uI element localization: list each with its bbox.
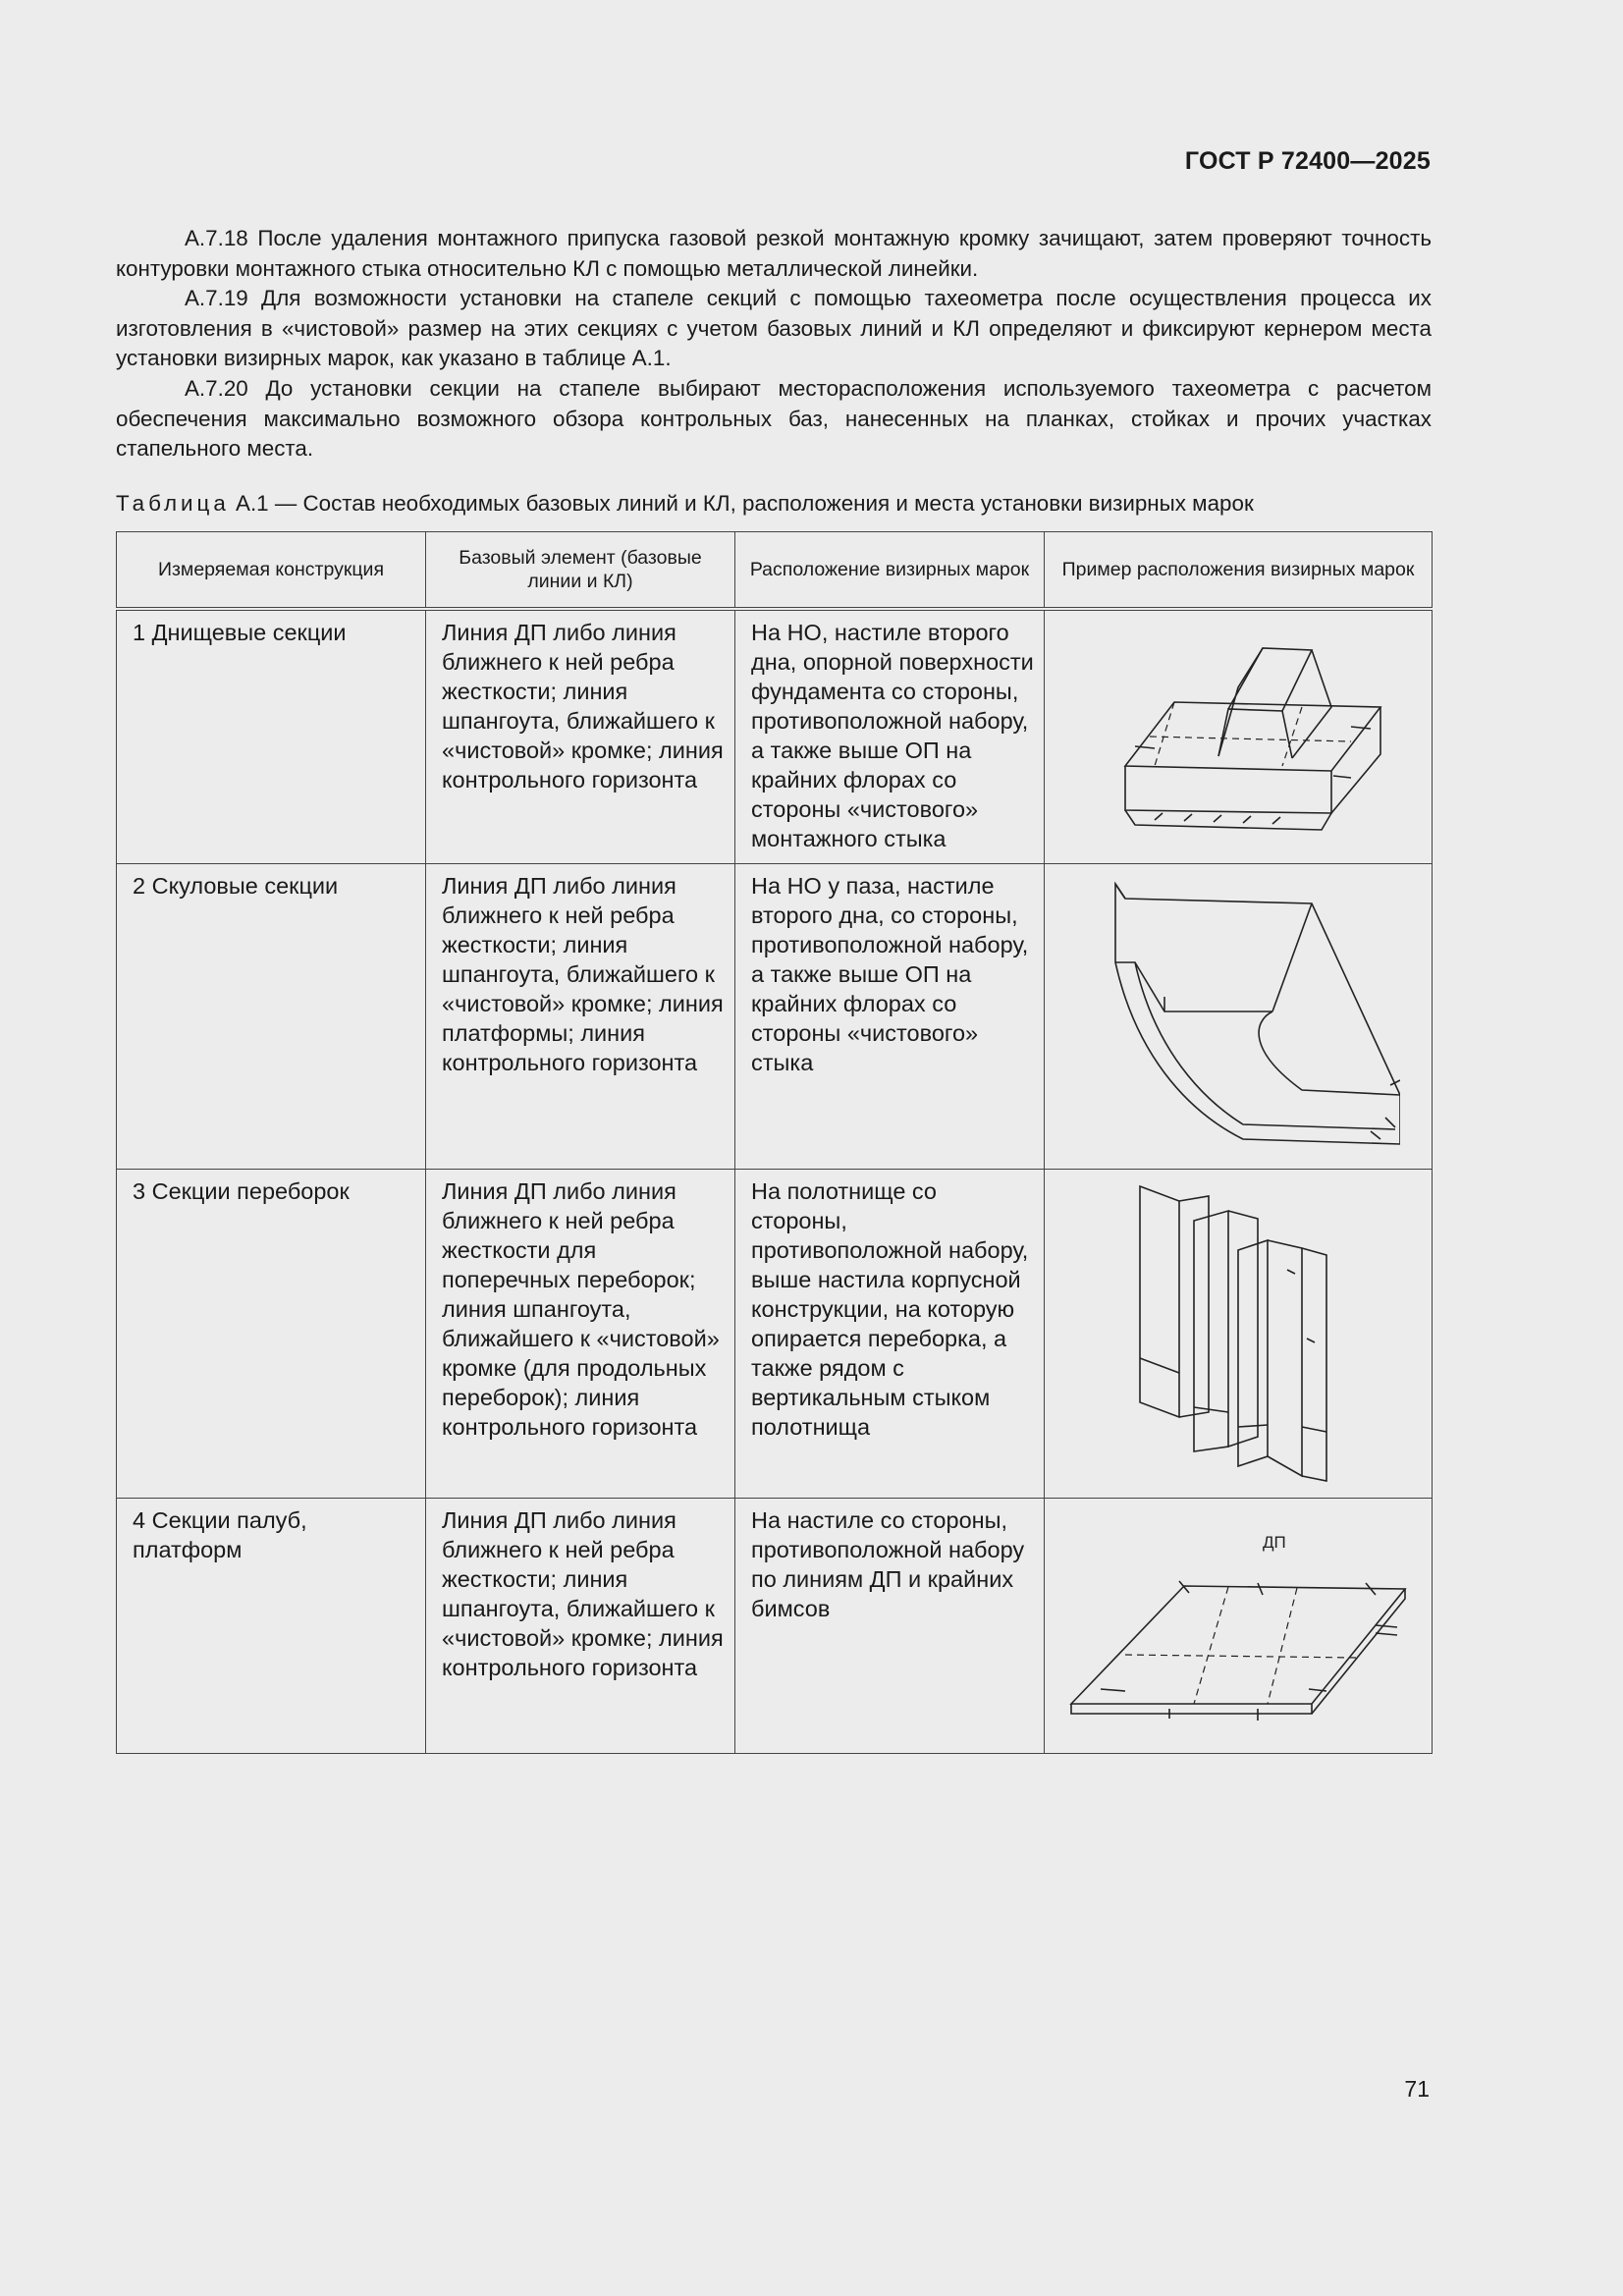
cell-marker-location: На НО у паза, настиле второго дна, со стороны, противоположной набору, а также выше ОП на крайних флорах со стороны «чистового» стыка xyxy=(735,863,1045,1169)
cell-marker-location: На НО, настиле второго дна, опорной поверхности фундамента со стороны, противоположной набору, а также выше ОП на крайних флорах со стороны «чистового» монтажного стыка xyxy=(735,609,1045,863)
cell-base-element: Линия ДП либо линия ближнего к ней ребра жесткости для поперечных переборок; линия шпангоута, ближайшего к «чистовой» кромке (для продольных переборок); линия контрольного горизонта xyxy=(426,1169,735,1498)
paragraph-a7-19: А.7.19 Для возможности установки на стапеле секций с помощью тахеометра после осуществления процесса их изготовления в «чистовой» размер на этих секциях с учетом базовых линий и КЛ определяют и фиксируют кернером места установки визирных марок, как указано в таблице А.1. xyxy=(116,286,1432,371)
table-row xyxy=(117,863,1433,1169)
page-number: 71 xyxy=(1404,2076,1430,2102)
body-text xyxy=(116,224,1432,465)
header-marker-location: Расположение визирных марок xyxy=(735,532,1045,610)
cell-figure xyxy=(1045,609,1433,863)
cell-marker-location: На полотнище со стороны, противоположной набору, выше настила корпусной конструкции, на которую опирается переборка, а также рядом с вертикальным стыком полотнища xyxy=(735,1169,1045,1498)
bottom-section-drawing xyxy=(1076,629,1400,845)
cell-construction: 2 Скуловые секции xyxy=(117,863,426,1169)
table-caption xyxy=(116,489,1490,519)
cell-base-element: Линия ДП либо линия ближнего к ней ребра жесткости; линия шпангоута, ближайшего к «чистовой» кромке; линия контрольного горизонта xyxy=(426,609,735,863)
cell-figure xyxy=(1045,1169,1433,1498)
table-header-row xyxy=(117,532,1433,610)
table-row xyxy=(117,1169,1433,1498)
document-code: ГОСТ Р 72400—2025 xyxy=(1184,147,1431,175)
header-marker-example: Пример расположения визирных марок xyxy=(1045,532,1433,610)
table-row xyxy=(117,609,1433,863)
cell-construction: 4 Секции палуб, платформ xyxy=(117,1498,426,1753)
cell-base-element: Линия ДП либо линия ближнего к ней ребра жесткости; линия шпангоута, ближайшего к «чистовой» кромке; линия контрольного горизонта xyxy=(426,1498,735,1753)
bilge-section-drawing xyxy=(1076,874,1400,1159)
cell-construction: 1 Днищевые секции xyxy=(117,609,426,863)
table-a1 xyxy=(116,531,1432,1754)
bulkhead-section-drawing xyxy=(1101,1181,1376,1486)
paragraph-a7-20: А.7.20 До установки секции на стапеле выбирают месторасположения используемого тахеометра с расчетом обеспечения максимально возможного обзора контрольных баз, нанесенных на планках, стойках и прочих участках стапельного места. xyxy=(116,375,1432,462)
table-caption-word: Таблица xyxy=(116,491,230,516)
cell-marker-location: На настиле со стороны, противоположной набору по линиям ДП и крайних бимсов xyxy=(735,1498,1045,1753)
table-caption-text: А.1 — Состав необходимых базовых линий и КЛ, расположения и места установки визирных марок xyxy=(236,491,1254,516)
header-base-element: Базовый элемент (базовые линии и КЛ) xyxy=(426,532,735,610)
table-row xyxy=(117,1498,1433,1753)
cell-base-element: Линия ДП либо линия ближнего к ней ребра жесткости; линия шпангоута, ближайшего к «чистовой» кромке; линия платформы; линия контрольного горизонта xyxy=(426,863,735,1169)
cell-figure xyxy=(1045,863,1433,1169)
centerline-label: ДП xyxy=(1263,1533,1286,1552)
cell-construction: 3 Секции переборок xyxy=(117,1169,426,1498)
deck-section-drawing xyxy=(1052,1512,1425,1738)
paragraph-a7-18: А.7.18 После удаления монтажного припуска газовой резкой монтажную кромку зачищают, затем проверяют точность контуровки монтажного стыка относительно КЛ с помощью металлической линейки. xyxy=(116,226,1432,281)
cell-figure xyxy=(1045,1498,1433,1753)
header-construction: Измеряемая конструкция xyxy=(117,532,426,610)
